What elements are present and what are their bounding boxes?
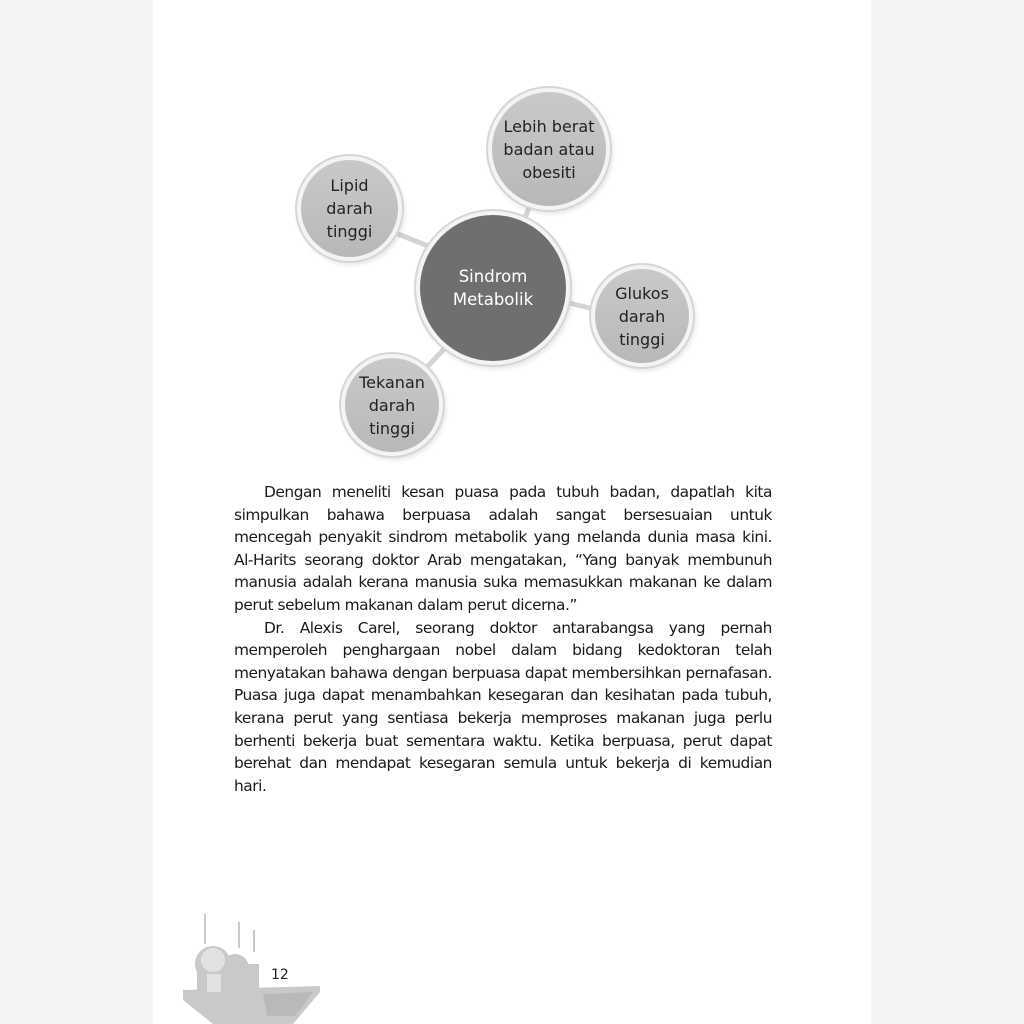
- node-glukos-line-1: Glukos: [615, 283, 669, 303]
- node-obesiti-line-1: Lebih berat: [503, 116, 595, 136]
- node-lipid-line-2: darah: [326, 199, 373, 218]
- node-glukos-line-3: tinggi: [619, 329, 665, 349]
- center-line-2: Metabolik: [452, 290, 534, 309]
- node-obesiti: [492, 92, 606, 206]
- node-tekanan: [345, 358, 439, 452]
- sindrom-metabolik-diagram: [0, 0, 1024, 470]
- connector-obesiti: [525, 205, 530, 218]
- node-tekanan-line-2: darah: [368, 395, 416, 415]
- node-glukos-line-2: darah: [618, 306, 666, 326]
- node-lipid: [301, 160, 398, 257]
- node-tekanan-line-3: tinggi: [369, 418, 415, 438]
- node-tekanan-line-1: Tekanan: [359, 372, 425, 392]
- node-obesiti-line-2: badan atau: [503, 139, 595, 159]
- body-text: [234, 481, 772, 797]
- node-obesiti-line-3: obesiti: [522, 162, 576, 182]
- node-glukos: [595, 269, 689, 363]
- paragraph-1: Dengan meneliti kesan puasa pada tubuh badan, dapatlah kita simpulkan bahawa berpuasa adalah sangat bersesuaian untuk mencegah penyakit sindrom metabolik yang melanda dunia masa kini. Al-Harits seorang doktor Arab mengatakan, “Yang banyak membunuh manusia adalah kerana manusia suka memasukkan makanan ke dalam perut sebelum makanan dalam perut dicerna.”: [234, 483, 772, 614]
- connector-lipid: [398, 234, 428, 246]
- mosque-silhouette-icon: [183, 908, 323, 1024]
- center-node-sindrom-metabolik: [420, 215, 566, 361]
- center-line-1: Sindrom: [458, 267, 528, 286]
- node-lipid-line-1: Lipid: [330, 176, 369, 195]
- paragraph-2: Dr. Alexis Carel, seorang doktor antarabangsa yang pernah memperoleh penghargaan nobel dalam bidang kedoktoran telah menyatakan bahawa dengan berpuasa dapat membersihkan pernafasan. Puasa juga dapat menambahkan kesegaran dan kesihatan pada tubuh, kerana perut yang sentiasa bekerja memproses makanan juga perlu berhenti bekerja buat sementara waktu. Ketika berpuasa, perut dapat berehat dan mendapat kesegaran semula untuk bekerja di kemudian hari.: [234, 618, 772, 795]
- node-lipid-line-3: tinggi: [326, 222, 373, 241]
- page-number: 12: [271, 967, 289, 983]
- connector-glukos: [565, 302, 594, 309]
- connector-tekanan: [428, 349, 444, 366]
